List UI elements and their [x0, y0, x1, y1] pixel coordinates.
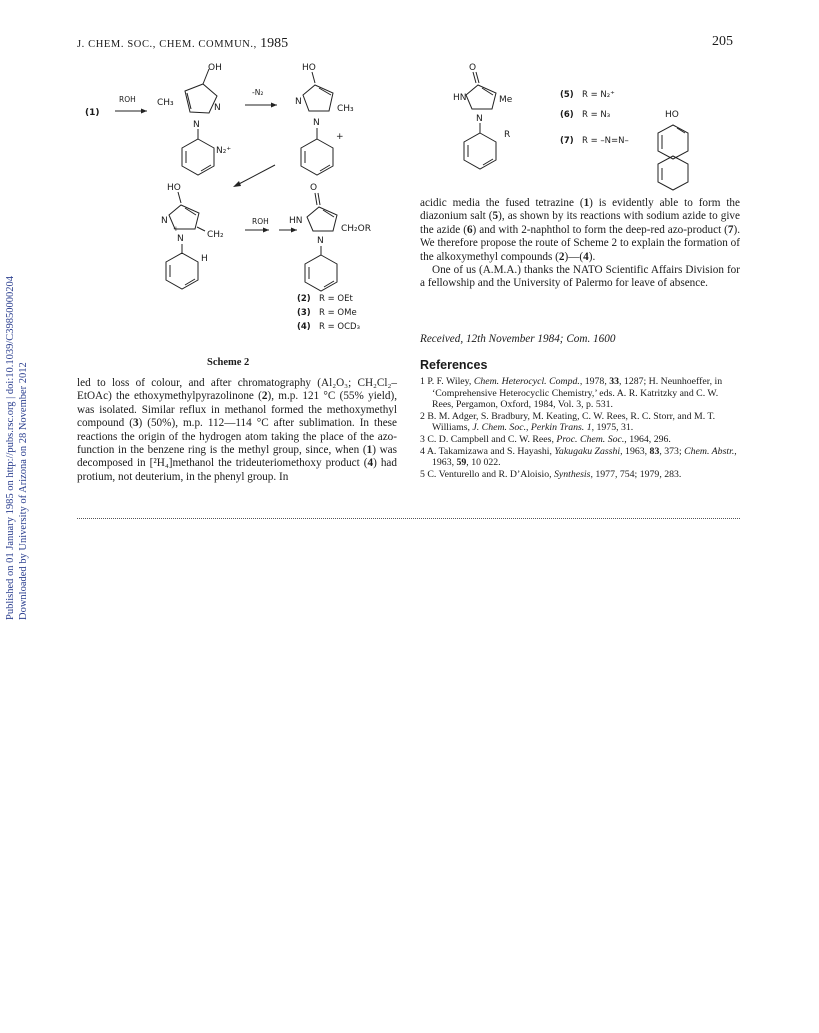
structure-naphthol-azo: [658, 110, 688, 190]
structure-methylene-intermediate: [161, 183, 224, 289]
svg-text:O: O: [469, 63, 477, 73]
svg-text:R = N₃: R = N₃: [582, 110, 611, 120]
footer-divider: [77, 518, 740, 519]
svg-text:(6): (6): [560, 110, 574, 120]
svg-text:HN: HN: [289, 216, 303, 226]
arrow-5-head: [291, 228, 297, 233]
watermark-line-downloaded: Downloaded by University of Arizona on 28 November 2012: [18, 362, 29, 620]
reference-item: 4 A. Takamizawa and S. Hayashi, Yakugaku Zasshi, 1963, 83, 373; Chem. Abstr., 1963, 59, 10 022.: [420, 445, 737, 469]
arrow-4-head: [263, 228, 269, 233]
svg-text:N: N: [317, 236, 324, 246]
arrow-2-head: [271, 103, 277, 108]
svg-text:CH₂: CH₂: [207, 230, 224, 240]
arrow-3-head: [233, 181, 241, 187]
svg-text:HO: HO: [302, 63, 316, 73]
svg-text:R: R: [504, 130, 511, 140]
svg-text:R = –N=N–: R = –N=N–: [582, 136, 629, 146]
svg-text:R = N₂⁺: R = N₂⁺: [582, 90, 615, 100]
scheme-caption: Scheme 2: [207, 357, 250, 368]
svg-text:R = OEt: R = OEt: [319, 294, 353, 304]
arrow-1-head: [141, 109, 147, 114]
references-list: [420, 376, 740, 480]
structure-hydroxypyrazole-aryl-cation: [295, 63, 354, 175]
svg-text:N: N: [214, 103, 221, 113]
r-group-list: [297, 294, 360, 332]
svg-text:(3): (3): [297, 308, 311, 318]
structure-pyrazolinone-aryl: [453, 63, 513, 169]
structure-alkoxymethylpyrazolinone: [289, 183, 371, 291]
svg-text:N: N: [193, 120, 200, 130]
download-watermark: [4, 276, 30, 620]
received-date: Received, 12th November 1984; Com. 1600: [420, 333, 616, 345]
svg-text:HN: HN: [453, 93, 467, 103]
reference-item: 2 B. M. Adger, S. Bradbury, M. Keating, C. W. Rees, R. C. Storr, and M. T. Williams, J. Chem. Soc., Perkin Trans. 1, 1975, 31.: [420, 410, 716, 434]
svg-text:N: N: [295, 97, 302, 107]
label-compound-1: (1): [85, 108, 100, 118]
right-column-text: [420, 197, 740, 291]
svg-text:N: N: [313, 118, 320, 128]
svg-text:(5): (5): [560, 90, 574, 100]
svg-text:HO: HO: [665, 110, 679, 120]
reference-item: 5 C. Venturello and R. D’Aloisio, Synthesis, 1977, 754; 1979, 283.: [420, 468, 682, 480]
svg-text:CH₂OR: CH₂OR: [341, 224, 371, 234]
svg-text:N₂⁺: N₂⁺: [216, 146, 232, 156]
svg-text:HO: HO: [167, 183, 181, 193]
svg-text:+: +: [336, 132, 344, 142]
reagent-roh-2: ROH: [252, 217, 269, 226]
svg-text:N: N: [161, 216, 168, 226]
reference-item: 1 P. F. Wiley, Chem. Heterocycl. Compd., 1978, 33, 1287; H. Neunhoeffer, in ‘Comprehensive Heterocyclic Chemistry,’ eds. A. R. Katritzky and C. W. Rees, Pergamon, Oxford, 1984, Vol. 3, p. 531.: [420, 376, 723, 411]
compounds-5-7-diagram: [453, 55, 740, 190]
svg-text:N: N: [177, 234, 184, 244]
reference-item: 3 C. D. Campbell and C. W. Rees, Proc. Chem. Soc., 1964, 296.: [420, 433, 671, 445]
scheme-2-diagram: [77, 55, 417, 345]
arrow-3: [237, 165, 275, 185]
svg-text:R = OCD₃: R = OCD₃: [319, 322, 361, 332]
svg-text:O: O: [310, 183, 318, 193]
compound-list-5-7: [560, 90, 629, 146]
right-paragraph-1: acidic media the fused tetrazine (1) is evidently able to form the diazonium salt (5), as shown by its reactions with sodium azide to give the azide (6) and with 2-naphthol to form the deep-red azo-product (7). We therefore propose the route of Scheme 2 to explain the formation of the alkoxymethyl compounds (2)—(4).: [420, 197, 740, 263]
running-header: [77, 36, 288, 52]
svg-text:+: +: [173, 225, 179, 233]
svg-text:R = OMe: R = OMe: [319, 308, 357, 318]
structure-hydroxypyrazole-diazonium: [157, 63, 231, 175]
svg-text:OH: OH: [208, 63, 222, 73]
journal-year: 1985: [260, 36, 289, 51]
watermark-line-published: Published on 01 January 1985 on http://pubs.rsc.org | doi:10.1039/C39850000204: [5, 275, 16, 620]
left-column-text: [77, 377, 397, 484]
svg-text:Me: Me: [499, 95, 513, 105]
svg-text:(7): (7): [560, 136, 574, 146]
reagent-minus-n2: -N₂: [252, 88, 264, 97]
svg-text:CH₃: CH₃: [157, 98, 174, 108]
references-heading: References: [420, 358, 488, 372]
svg-text:(2): (2): [297, 294, 311, 304]
svg-text:(4): (4): [297, 322, 311, 332]
journal-name: J. CHEM. SOC., CHEM. COMMUN.,: [77, 39, 257, 50]
svg-text:H: H: [201, 254, 208, 264]
svg-text:N: N: [476, 114, 483, 124]
page-number: 205: [712, 34, 733, 49]
left-paragraph: led to loss of colour, and after chromatography (Al₂O₃; CH₂Cl₂–EtOAc) the ethoxymethylpyrazolinone (2), m.p. 121 °C (55% yield), was isolated. Similar reflux in methanol formed the methoxymethyl compound (3) (50%), m.p. 112—114 °C after sublimation. In these reactions the origin of the hydrogen atom taking the place of the azo-function in the benzene ring is the methyl group, since, when (1) was decomposed in [²H₄]methanol the trideuteriomethoxy product (4) had protium, not deuterium, in the phenyl group. In: [77, 377, 397, 483]
acknowledgement-paragraph: One of us (A.M.A.) thanks the NATO Scientific Affairs Division for a fellowship and the University of Palermo for leave of absence.: [420, 264, 740, 290]
reagent-roh-1: ROH: [119, 95, 136, 104]
svg-text:CH₃: CH₃: [337, 104, 354, 114]
